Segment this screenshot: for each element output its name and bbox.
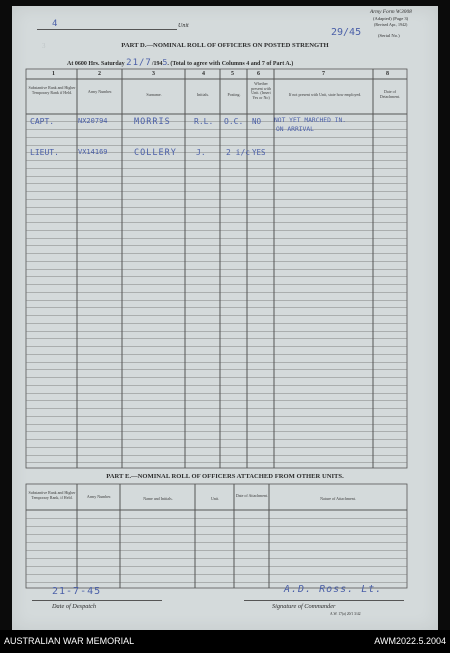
- serial-label: (Serial No.): [378, 33, 400, 38]
- commander-underline: [244, 600, 404, 601]
- part-e-title: PART E.—NOMINAL ROLL OF OFFICERS ATTACHED FROM OTHER UNITS.: [106, 473, 344, 480]
- adapted-label: (Adapted) (Page 3): [373, 16, 409, 21]
- e-col-header-army-number: Army Number.: [86, 494, 112, 499]
- despatch-label: Date of Despatch: [52, 603, 97, 610]
- row-1-employed-line-2: ON ARRIVAL: [276, 126, 314, 133]
- page-mark: 3: [42, 42, 46, 50]
- footer-accession-number: AWM2022.5.2004: [374, 636, 446, 646]
- col-number-4: 4: [202, 71, 205, 77]
- row-1-posting: O.C.: [224, 117, 244, 126]
- e-col-header-unit: Unit.: [210, 496, 220, 501]
- row-2-rank: LIEUT.: [30, 148, 59, 157]
- col-header-army-number: Army Number.: [87, 89, 113, 94]
- col-number-6: 6: [257, 71, 260, 77]
- revised-label: (Revised Apr., 1942): [374, 22, 408, 27]
- col-header-detachment: Date of Detachment.: [379, 89, 401, 99]
- e-col-header-rank: Substantive Rank and Higher Temporary Rank, if Held.: [28, 490, 76, 500]
- form-sheet: [12, 6, 438, 630]
- row-2-present: YES: [252, 148, 266, 157]
- subtitle-suffix: . (Total to agree with Columns 4 and 7 of Part A.): [167, 61, 294, 67]
- despatch-underline: [32, 600, 162, 601]
- col-number-1: 1: [52, 71, 55, 77]
- roll-date: 21/7: [126, 58, 152, 68]
- e-col-header-name: Name and Initials.: [143, 496, 173, 501]
- col-number-7: 7: [322, 71, 325, 77]
- row-1-surname: MORRIS: [134, 117, 171, 127]
- col-number-5: 5: [231, 71, 234, 77]
- year-digit: 5: [162, 58, 168, 67]
- despatch-date: 21-7-45: [52, 586, 102, 597]
- part-d-title: PART D.—NOMINAL ROLL OF OFFICERS ON POSTED STRENGTH: [121, 42, 329, 49]
- row-1-rank: CAPT.: [30, 117, 55, 126]
- commander-label: Signature of Commander: [272, 603, 336, 610]
- col-header-present: Whether present with Unit. (Insert Yes or No): [251, 81, 271, 100]
- e-col-header-date: Date of Attachment.: [235, 493, 269, 498]
- row-1-initials: R.L.: [194, 117, 214, 126]
- unit-label: Unit: [178, 23, 189, 29]
- row-1-number: NX20794: [78, 117, 108, 125]
- row-2-initials: J.: [196, 148, 206, 157]
- col-number-2: 2: [98, 71, 101, 77]
- unit-number: 4: [52, 19, 58, 29]
- e-col-header-nature: Nature of Attachment.: [320, 496, 356, 501]
- print-code: A.W. 17(a) 20/1 3/42: [330, 612, 361, 616]
- row-2-number: VX14169: [78, 148, 108, 156]
- archive-footer: [0, 630, 450, 653]
- serial-number: 29/45: [331, 27, 362, 38]
- footer-institution: AUSTRALIAN WAR MEMORIAL: [4, 636, 135, 646]
- col-header-surname: Surname.: [146, 92, 162, 97]
- year-suffix: /194: [151, 61, 163, 67]
- col-number-8: 8: [386, 71, 389, 77]
- commander-signature: A.D. Ross. Lt.: [284, 584, 383, 595]
- army-form-label: Army Form W.3008: [370, 9, 412, 15]
- row-1-employed-line-1: NOT YET MARCHED IN.: [274, 117, 347, 124]
- col-number-3: 3: [152, 71, 155, 77]
- col-header-employed: If not present with Unit, state how employed.: [288, 92, 362, 97]
- part-d-grid: [12, 6, 438, 630]
- col-header-rank: Substantive Rank and Higher Temporary Rank if Held.: [28, 85, 76, 95]
- row-2-posting: 2 i/c: [226, 148, 251, 157]
- col-header-posting: Posting.: [227, 92, 241, 97]
- row-2-surname: COLLERY: [134, 148, 177, 158]
- subtitle-prefix: At 0600 Hrs. Saturday: [67, 61, 125, 67]
- row-1-present: NO: [252, 117, 262, 126]
- col-header-initials: Initials.: [196, 92, 210, 97]
